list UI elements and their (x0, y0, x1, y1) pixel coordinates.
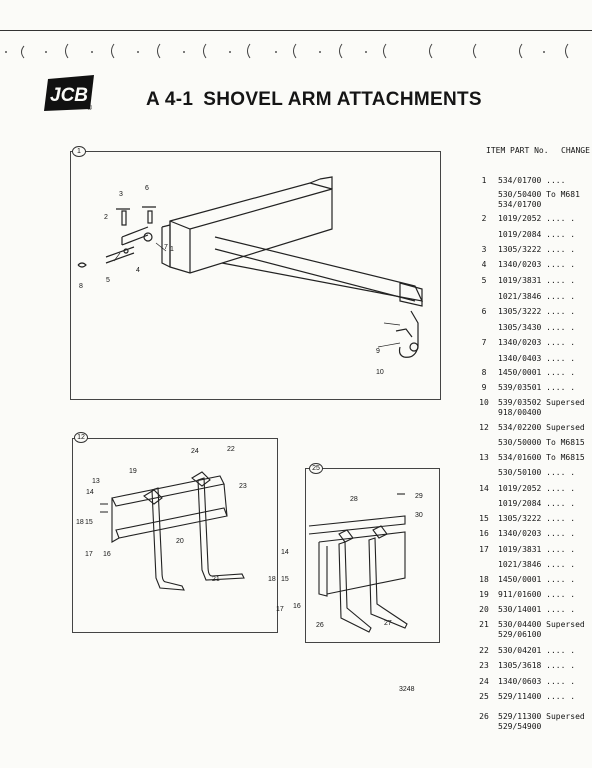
callout: 15 (281, 576, 289, 583)
table-row (474, 468, 592, 478)
table-row (474, 438, 592, 448)
part-number (498, 646, 575, 656)
item-number: 25 (479, 692, 489, 701)
part-number (498, 692, 575, 702)
item-number: 22 (479, 646, 489, 655)
part-number (498, 468, 575, 478)
table-row (474, 190, 592, 210)
section-code: A 4-1 (146, 89, 194, 110)
callout: 19 (129, 468, 137, 475)
part-number-line: 1019/3831 .... . (498, 276, 576, 285)
part-number (498, 661, 575, 671)
callout: 5 (106, 277, 110, 284)
table-row (474, 575, 592, 585)
callout: 2 (104, 214, 108, 221)
part-number-line: 1305/3222 .... . (498, 307, 576, 316)
item-number: 8 (481, 368, 487, 377)
part-number-line: 539/03501 .... . (498, 383, 576, 392)
item-number: 1 (481, 176, 487, 185)
part-number (498, 514, 575, 524)
page-title (146, 89, 482, 111)
part-number-line: 529/06100 (498, 630, 542, 639)
part-number-line: 530/04201 .... . (498, 646, 576, 655)
callout: 26 (316, 622, 324, 629)
callout: 17 (276, 606, 284, 613)
part-number-line: 1450/0001 .... . (498, 575, 576, 584)
part-number-line: 1019/2084 .... . (498, 230, 576, 239)
table-row (474, 323, 592, 333)
part-number (498, 560, 575, 570)
callout: 28 (350, 496, 358, 503)
table-row (474, 230, 592, 240)
part-number (498, 438, 585, 448)
callout: 6 (145, 185, 149, 192)
item-number: 23 (479, 661, 489, 670)
part-number-line: 529/11300 Supersed (498, 712, 585, 721)
part-number (498, 368, 575, 378)
table-row (474, 398, 592, 418)
part-number (498, 260, 575, 270)
item-number: 17 (479, 545, 489, 554)
callout: 24 (191, 448, 199, 455)
pallet-fork-illustration (72, 438, 278, 633)
header-item: ITEM (486, 146, 506, 155)
item-number: 13 (479, 453, 489, 462)
registered-mark: ® (86, 104, 93, 112)
table-row (474, 453, 592, 463)
part-number-line: 1340/0603 .... . (498, 677, 576, 686)
table-row (474, 292, 592, 302)
part-number-line: 539/03502 Supersed (498, 398, 585, 407)
part-number-line: 529/11400 .... . (498, 692, 576, 701)
table-row (474, 514, 592, 524)
part-number (498, 423, 585, 433)
table-row (474, 245, 592, 255)
callout: 1 (170, 246, 174, 253)
callout: 13 (92, 478, 100, 485)
part-number-line: 911/01600 .... . (498, 590, 576, 599)
part-number (498, 190, 580, 210)
table-row (474, 368, 592, 378)
table-row (474, 620, 592, 640)
part-number (498, 354, 575, 364)
item-number: 4 (481, 260, 487, 269)
callout: 30 (415, 512, 423, 519)
part-number (498, 484, 575, 494)
table-row (474, 354, 592, 364)
part-number (498, 292, 575, 302)
table-row (474, 661, 592, 671)
item-number: 10 (479, 398, 489, 407)
table-row (474, 260, 592, 270)
item-number: 26 (479, 712, 489, 721)
item-number: 12 (479, 423, 489, 432)
table-row (474, 276, 592, 286)
table-row (474, 646, 592, 656)
item-number: 24 (479, 677, 489, 686)
part-number-line: 1305/3430 .... . (498, 323, 576, 332)
part-number-line: 530/50100 .... . (498, 468, 576, 477)
callout: 3 (119, 191, 123, 198)
callout: 7 (164, 244, 168, 251)
part-number (498, 590, 575, 600)
callout: 16 (103, 551, 111, 558)
part-number-line: 1305/3222 .... . (498, 514, 576, 523)
callout: 20 (176, 538, 184, 545)
part-number-line: 918/00400 (498, 408, 542, 417)
part-number (498, 605, 575, 615)
table-row (474, 605, 592, 615)
callout: 18 (268, 576, 276, 583)
callout: 9 (376, 348, 380, 355)
part-number-line: 1019/2084 .... . (498, 499, 576, 508)
part-number-line: 530/14001 .... . (498, 605, 576, 614)
callout: 29 (415, 493, 423, 500)
part-number-line: 534/01600 To M6815 (498, 453, 585, 462)
part-number (498, 575, 575, 585)
table-row (474, 545, 592, 555)
part-number-line: 1340/0203 .... . (498, 338, 576, 347)
item-number: 2 (481, 214, 487, 223)
part-number (498, 453, 585, 463)
page-top-edge (0, 30, 592, 31)
part-number-line: 534/01700 .... (498, 176, 566, 185)
callout: 14 (86, 489, 94, 496)
figure-25-number: 25 (309, 463, 323, 474)
part-number (498, 323, 575, 333)
table-row (474, 176, 592, 186)
part-number-line: 529/54900 (498, 722, 542, 731)
part-number-line: 530/50000 To M6815 (498, 438, 585, 447)
callout: 15 (85, 519, 93, 526)
item-number: 18 (479, 575, 489, 584)
part-number (498, 245, 575, 255)
part-number-line: 1019/2052 .... . (498, 484, 576, 493)
section-title: SHOVEL ARM ATTACHMENTS (203, 89, 482, 110)
part-number (498, 230, 575, 240)
part-number (498, 398, 585, 418)
shovel-arm-illustration (70, 151, 441, 400)
part-number-line: 1340/0203 .... . (498, 260, 576, 269)
svg-text:JCB: JCB (50, 85, 89, 106)
item-number: 15 (479, 514, 489, 523)
part-number (498, 620, 585, 640)
callout: 14 (281, 549, 289, 556)
header-change: CHANGE (561, 146, 590, 155)
item-number: 6 (481, 307, 487, 316)
part-number (498, 712, 585, 732)
figure-1-number: 1 (72, 146, 86, 157)
part-number (498, 176, 565, 186)
part-number-line: 1340/0203 .... . (498, 529, 576, 538)
item-number: 20 (479, 605, 489, 614)
part-number-line: 1021/3846 .... . (498, 292, 576, 301)
item-number: 9 (481, 383, 487, 392)
callout: 10 (376, 369, 384, 376)
item-number: 21 (479, 620, 489, 629)
callout: 22 (227, 446, 235, 453)
callout: 17 (85, 551, 93, 558)
callout: 23 (239, 483, 247, 490)
header-part-no: PART No. (510, 146, 549, 155)
part-number (498, 307, 575, 317)
part-number-line: 1305/3618 .... . (498, 661, 576, 670)
part-number-line: 1305/3222 .... . (498, 245, 576, 254)
callout: 18 (76, 519, 84, 526)
part-number (498, 677, 575, 687)
part-number-line: 534/02200 Supersed (498, 423, 585, 432)
part-number-line: 534/01700 (498, 200, 542, 209)
table-row (474, 677, 592, 687)
table-row (474, 499, 592, 509)
callout: 16 (293, 603, 301, 610)
table-row (474, 423, 592, 433)
part-number-line: 1019/3831 .... . (498, 545, 576, 554)
item-number: 16 (479, 529, 489, 538)
part-number-line: 1450/0001 .... . (498, 368, 576, 377)
item-number: 14 (479, 484, 489, 493)
figure-12-number: 12 (74, 432, 88, 443)
table-row (474, 484, 592, 494)
part-number-line: 1019/2052 .... . (498, 214, 576, 223)
callout: 8 (79, 283, 83, 290)
part-number (498, 214, 575, 224)
part-number (498, 276, 575, 286)
part-number-line: 1021/3846 .... . (498, 560, 576, 569)
part-number-line: 530/50400 To M681 (498, 190, 580, 199)
table-row (474, 590, 592, 600)
binder-punch-marks (0, 36, 592, 66)
item-number: 3 (481, 245, 487, 254)
table-row (474, 712, 592, 732)
item-number: 19 (479, 590, 489, 599)
part-number-line: 1340/0403 .... . (498, 354, 576, 363)
illustration-reference: 3248 (399, 686, 415, 693)
part-number-line: 530/04400 Supersed (498, 620, 585, 629)
table-row (474, 338, 592, 348)
table-row (474, 692, 592, 702)
callout: 27 (384, 620, 392, 627)
table-row (474, 529, 592, 539)
item-number: 5 (481, 276, 487, 285)
table-row (474, 383, 592, 393)
item-number: 7 (481, 338, 487, 347)
part-number (498, 545, 575, 555)
part-number (498, 529, 575, 539)
part-number (498, 338, 575, 348)
part-number (498, 499, 575, 509)
table-row (474, 307, 592, 317)
callout: 21 (212, 576, 220, 583)
callout: 4 (136, 267, 140, 274)
table-row (474, 560, 592, 570)
table-row (474, 214, 592, 224)
part-number (498, 383, 575, 393)
